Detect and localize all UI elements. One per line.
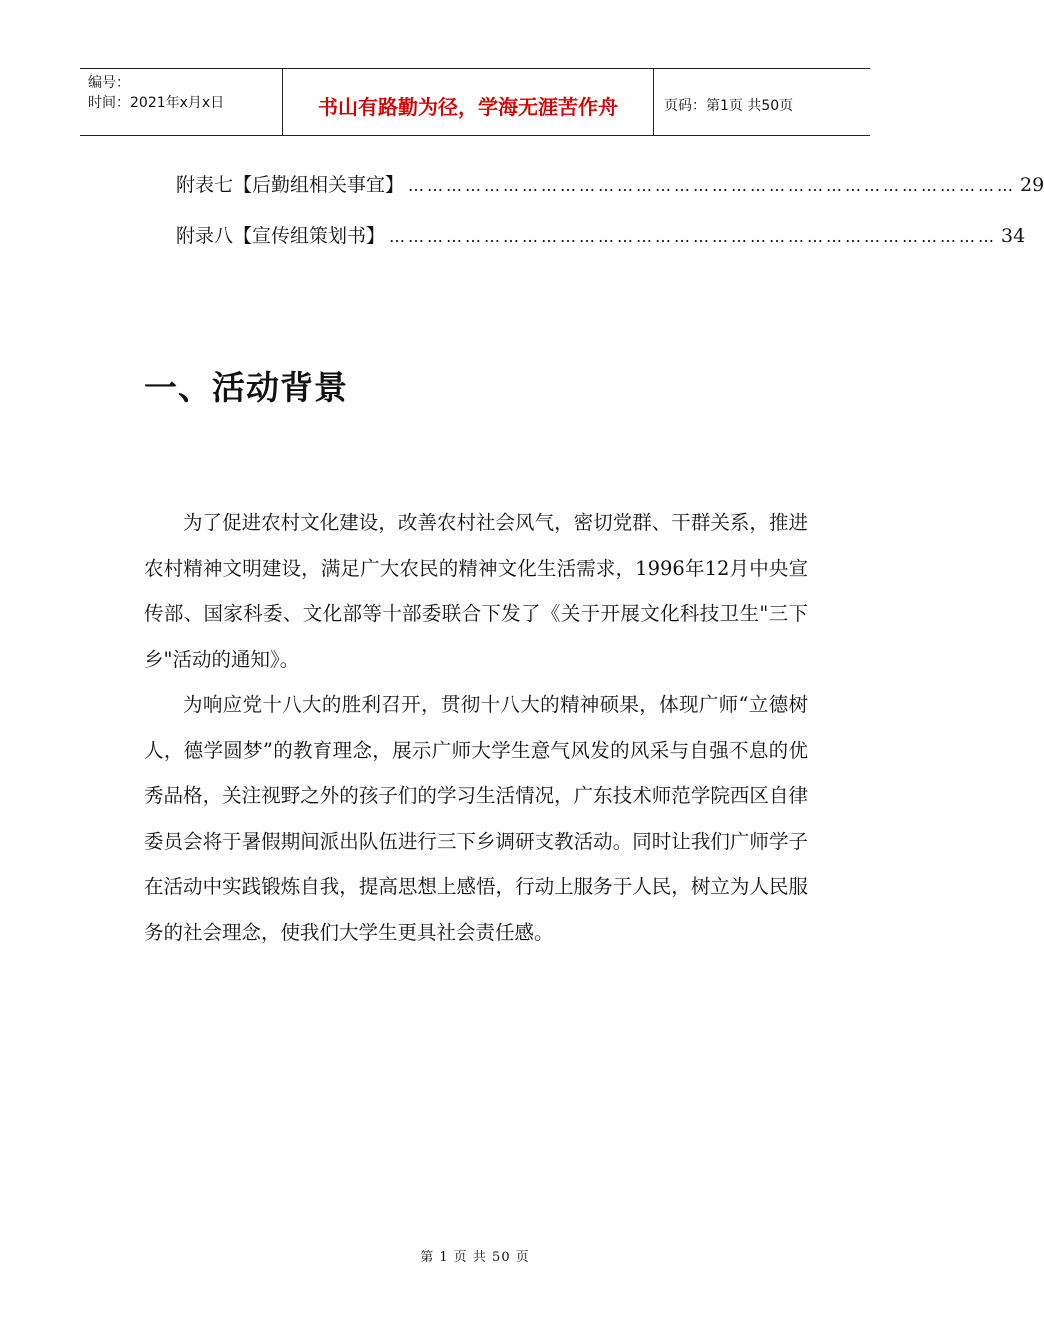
toc-entry-label: 附表七【后勤组相关事宜】 [176,174,405,196]
page-footer: 第 1 页 共 50 页 [420,1250,530,1265]
body-text [144,500,808,955]
toc-leader-dots: …………………………………………………………………………………… [389,227,998,246]
header-page-info: 页码：第1页 共50页 [664,98,794,114]
toc-entry[interactable] [176,221,1026,272]
body-paragraph: 为响应党十八大的胜利召开，贯彻十八大的精神硕果，体现广师“立德树人，德学圆梦”的教育理念，展示广师大学生意气风发的风采与自强不息的优秀品格，关注视野之外的孩子们的学习生活情况，广东技术师范学院西区自律委员会将于暑假期间派出队伍进行三下乡调研支教活动。同时让我们广师学子在活动中实践锻炼自我，提高思想上感悟，行动上服务于人民，树立为人民服务的社会理念，使我们大学生更具社会责任感。 [144,693,808,944]
header-meta-cell [80,69,283,135]
header-motto: 书山有路勤为径，学海无涯苦作舟 [283,69,654,135]
toc-entry[interactable] [176,170,1044,221]
body-paragraph: 为了促进农村文化建设，改善农村社会风气，密切党群、干群关系，推进农村精神文明建设，满足广大农民的精神文化生活需求，1996年12月中央宣传部、国家科委、文化部等十部委联合下发了《关于开展文化科技卫生"三下乡"活动的通知》。 [144,511,808,671]
table-of-contents [176,170,1044,272]
section-heading: 一、活动背景 [144,368,348,407]
page-header [80,68,870,136]
date-label: 时间：2021年x月x日 [88,95,225,111]
toc-entry-page: 34 [1001,225,1026,247]
toc-leader-dots: …………………………………………………………………………………… [408,176,1017,195]
toc-entry-page: 29 [1020,174,1044,196]
serial-number-label: 编号： [88,75,130,91]
toc-entry-label: 附录八【宣传组策划书】 [176,225,386,247]
